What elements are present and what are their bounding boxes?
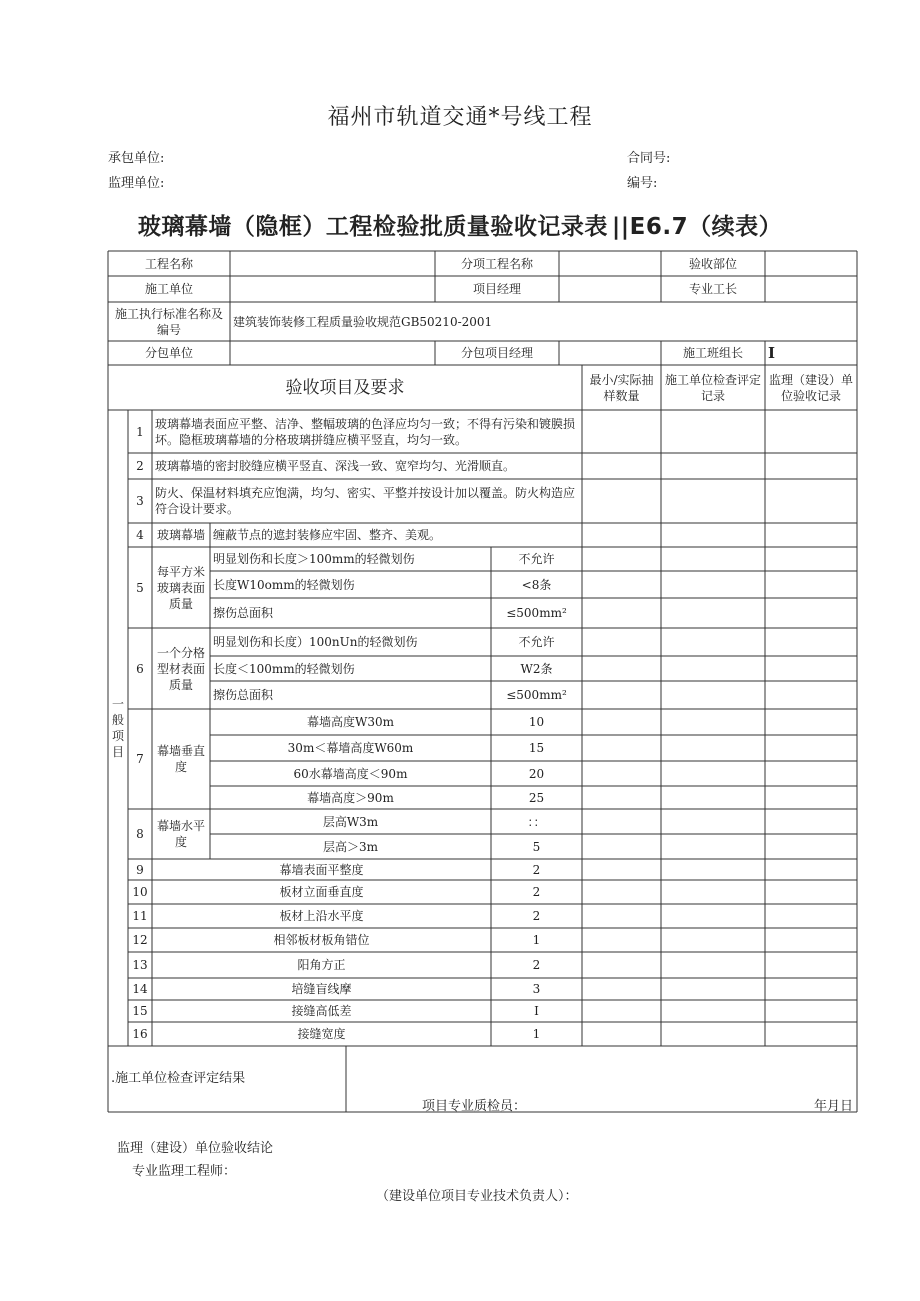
item-s8b: 层高＞3m <box>322 839 378 854</box>
item-s7d: 幕墙高度＞90m <box>307 790 394 805</box>
subproject-name-value[interactable] <box>559 251 661 276</box>
result-value[interactable] <box>346 1046 857 1094</box>
acceptance-part-label: 验收部位 <box>688 256 737 271</box>
item-s7b: 30m＜幕墙高度W60m <box>287 741 414 755</box>
supervisor-record-header: 监理（建设）单位验收记录 <box>768 372 853 403</box>
sub-project-manager-value[interactable] <box>559 341 661 365</box>
item-s8a: 层高W3m <box>322 814 379 829</box>
project-name-value[interactable] <box>230 251 435 276</box>
item-v6b: W2条 <box>520 661 553 676</box>
item-3-text: 防火、保温材料填充应饱满，均匀、密实、平整并按设计加以覆盖。防火构造应符合设计要求。 <box>155 486 576 516</box>
item-n15: 15 <box>132 1004 148 1018</box>
item-n16: 16 <box>132 1027 148 1041</box>
item-v7b: 15 <box>528 741 545 755</box>
item-v12: 1 <box>532 933 541 947</box>
item-v8a: ：： <box>527 814 546 829</box>
item-s5a: 明显划伤和长度＞100mm的轻微划伤 <box>213 552 415 566</box>
item-n14: 14 <box>132 982 148 996</box>
professional-foreman-value[interactable] <box>765 276 857 302</box>
project-title: 福州市轨道交通*号线工程 <box>327 105 593 130</box>
general-items-label: 一般项目 <box>111 697 124 759</box>
item-1-text: 玻璃幕墙表面应平整、洁净、整幅玻璃的色泽应均匀一致；不得有污染和镀膜损坏。隐框玻璃幕墙的分格玻璃拼缝应横平竖直，均匀一致。 <box>155 416 576 447</box>
professional-foreman-label: 专业工长 <box>688 282 737 296</box>
form-title-text: 玻璃幕墙（隐框）工程检验批质量验收记录表 <box>137 214 608 240</box>
subcontractor-label: 分包单位 <box>144 346 193 360</box>
item-16-text: 接缝宽度 <box>297 1027 346 1041</box>
construction-unit-label: 施工单位 <box>144 282 193 296</box>
item-n6: 6 <box>136 661 144 676</box>
item-6-group: 一个分格型材表面质量 <box>156 645 205 692</box>
item-n10: 10 <box>132 885 148 899</box>
item-12-text: 相邻板材板角错位 <box>273 933 370 947</box>
item-s6b: 长度＜100mm的轻微划伤 <box>213 661 355 676</box>
acceptance-part-value[interactable] <box>765 251 857 276</box>
contract-no-label: 合同号: <box>627 151 671 166</box>
contractor-label: 承包单位: <box>108 151 165 166</box>
result-label: .施工单位检查评定结果 <box>111 1071 246 1086</box>
item-n3: 3 <box>136 494 144 508</box>
item-n4: 4 <box>136 528 144 542</box>
owner-label: （建设单位项目专业技术负责人）： <box>376 1189 578 1204</box>
item-n2: 2 <box>136 459 144 473</box>
item-n1: 1 <box>136 424 144 439</box>
item-v13: 2 <box>532 958 541 972</box>
item-s5c: 擦伤总面积 <box>213 606 274 620</box>
item-v9: 2 <box>532 862 541 877</box>
item-15-text: 接缝高低差 <box>291 1004 352 1018</box>
project-manager-value[interactable] <box>559 276 661 302</box>
subproject-name-label: 分项工程名称 <box>460 256 533 271</box>
item-v7c: 20 <box>528 766 545 781</box>
item-n7: 7 <box>136 752 144 766</box>
item-v10: 2 <box>532 885 541 899</box>
item-v11: 2 <box>532 909 541 923</box>
item-14-text: 培缝盲线摩 <box>291 982 352 996</box>
supervisor-label: 监理单位: <box>108 176 165 191</box>
team-leader-label: 施工班组长 <box>682 346 743 360</box>
item-v8b: 5 <box>532 839 541 854</box>
result-date: 年月日 <box>814 1099 854 1114</box>
item-7-group: 幕墙垂直度 <box>156 744 205 774</box>
min-sample-header: 最小/实际抽样数量 <box>589 372 654 403</box>
item-n5: 5 <box>136 580 144 595</box>
item-v5c: ≤500mm² <box>506 606 567 620</box>
item-5-group: 每平方米玻璃表面质量 <box>156 564 205 611</box>
item-n8: 8 <box>136 827 144 841</box>
item-s6c: 擦伤总面积 <box>213 688 274 702</box>
item-10-text: 板材立面垂直度 <box>279 885 364 899</box>
item-11-text: 板材上沿水平度 <box>279 909 364 923</box>
item-4-group: 玻璃幕墙 <box>156 528 205 542</box>
item-v7d: 25 <box>528 790 545 805</box>
item-s6a: 明显划伤和长度）100nUn的轻微划伤 <box>213 635 418 649</box>
team-leader-mark: I <box>768 344 776 362</box>
item-v6c: ≤500mm² <box>506 688 567 702</box>
subcontractor-value[interactable] <box>230 341 435 365</box>
item-n11: 11 <box>132 909 148 923</box>
item-v14: 3 <box>532 982 541 996</box>
standard-label: 施工执行标准名称及编号 <box>114 306 223 337</box>
item-2-text: 玻璃幕墙的密封胶缝应横平竖直、深浅一致、宽窄均匀、光滑顺直。 <box>155 459 516 473</box>
project-manager-label: 项目经理 <box>472 282 521 296</box>
item-s7c: 60水幕墙高度＜90m <box>293 766 408 781</box>
item-n13: 13 <box>132 958 148 972</box>
item-s5b: 长度W10omm的轻微划伤 <box>213 577 355 592</box>
item-v5a: 不允许 <box>518 552 555 566</box>
form-code: ||E6.7（续表） <box>611 214 783 240</box>
item-13-text: 阳角方正 <box>297 958 346 972</box>
item-s7a: 幕墙高度W30m <box>307 715 394 729</box>
standard-value: 建筑装饰装修工程质量验收规范GB50210-2001 <box>233 314 493 329</box>
item-n9: 9 <box>136 862 144 877</box>
inspector-label: 项目专业质检员： <box>422 1099 527 1114</box>
item-4-text: 缠蔽节点的遮封装修应牢固、整齐、美观。 <box>213 528 442 542</box>
item-v7a: 10 <box>528 715 545 729</box>
project-name-label: 工程名称 <box>144 256 193 271</box>
engineer-label: 专业监理工程师： <box>132 1164 237 1179</box>
item-v6a: 不允许 <box>518 635 555 649</box>
unit-check-header: 施工单位检查评定记录 <box>665 372 762 403</box>
item-v5b: <8条 <box>521 577 552 592</box>
sub-project-manager-label: 分包项目经理 <box>460 346 533 360</box>
number-label: 编号: <box>627 176 658 191</box>
conclusion-label: 监理（建设）单位验收结论 <box>117 1141 274 1156</box>
item-n12: 12 <box>132 933 148 947</box>
item-9-text: 幕墙表面平整度 <box>279 862 364 877</box>
item-8-group: 幕墙水平度 <box>156 819 205 849</box>
item-v15: I <box>534 1004 539 1018</box>
item-v16: 1 <box>532 1027 541 1041</box>
construction-unit-value[interactable] <box>230 276 435 302</box>
items-header: 验收项目及要求 <box>285 377 405 398</box>
